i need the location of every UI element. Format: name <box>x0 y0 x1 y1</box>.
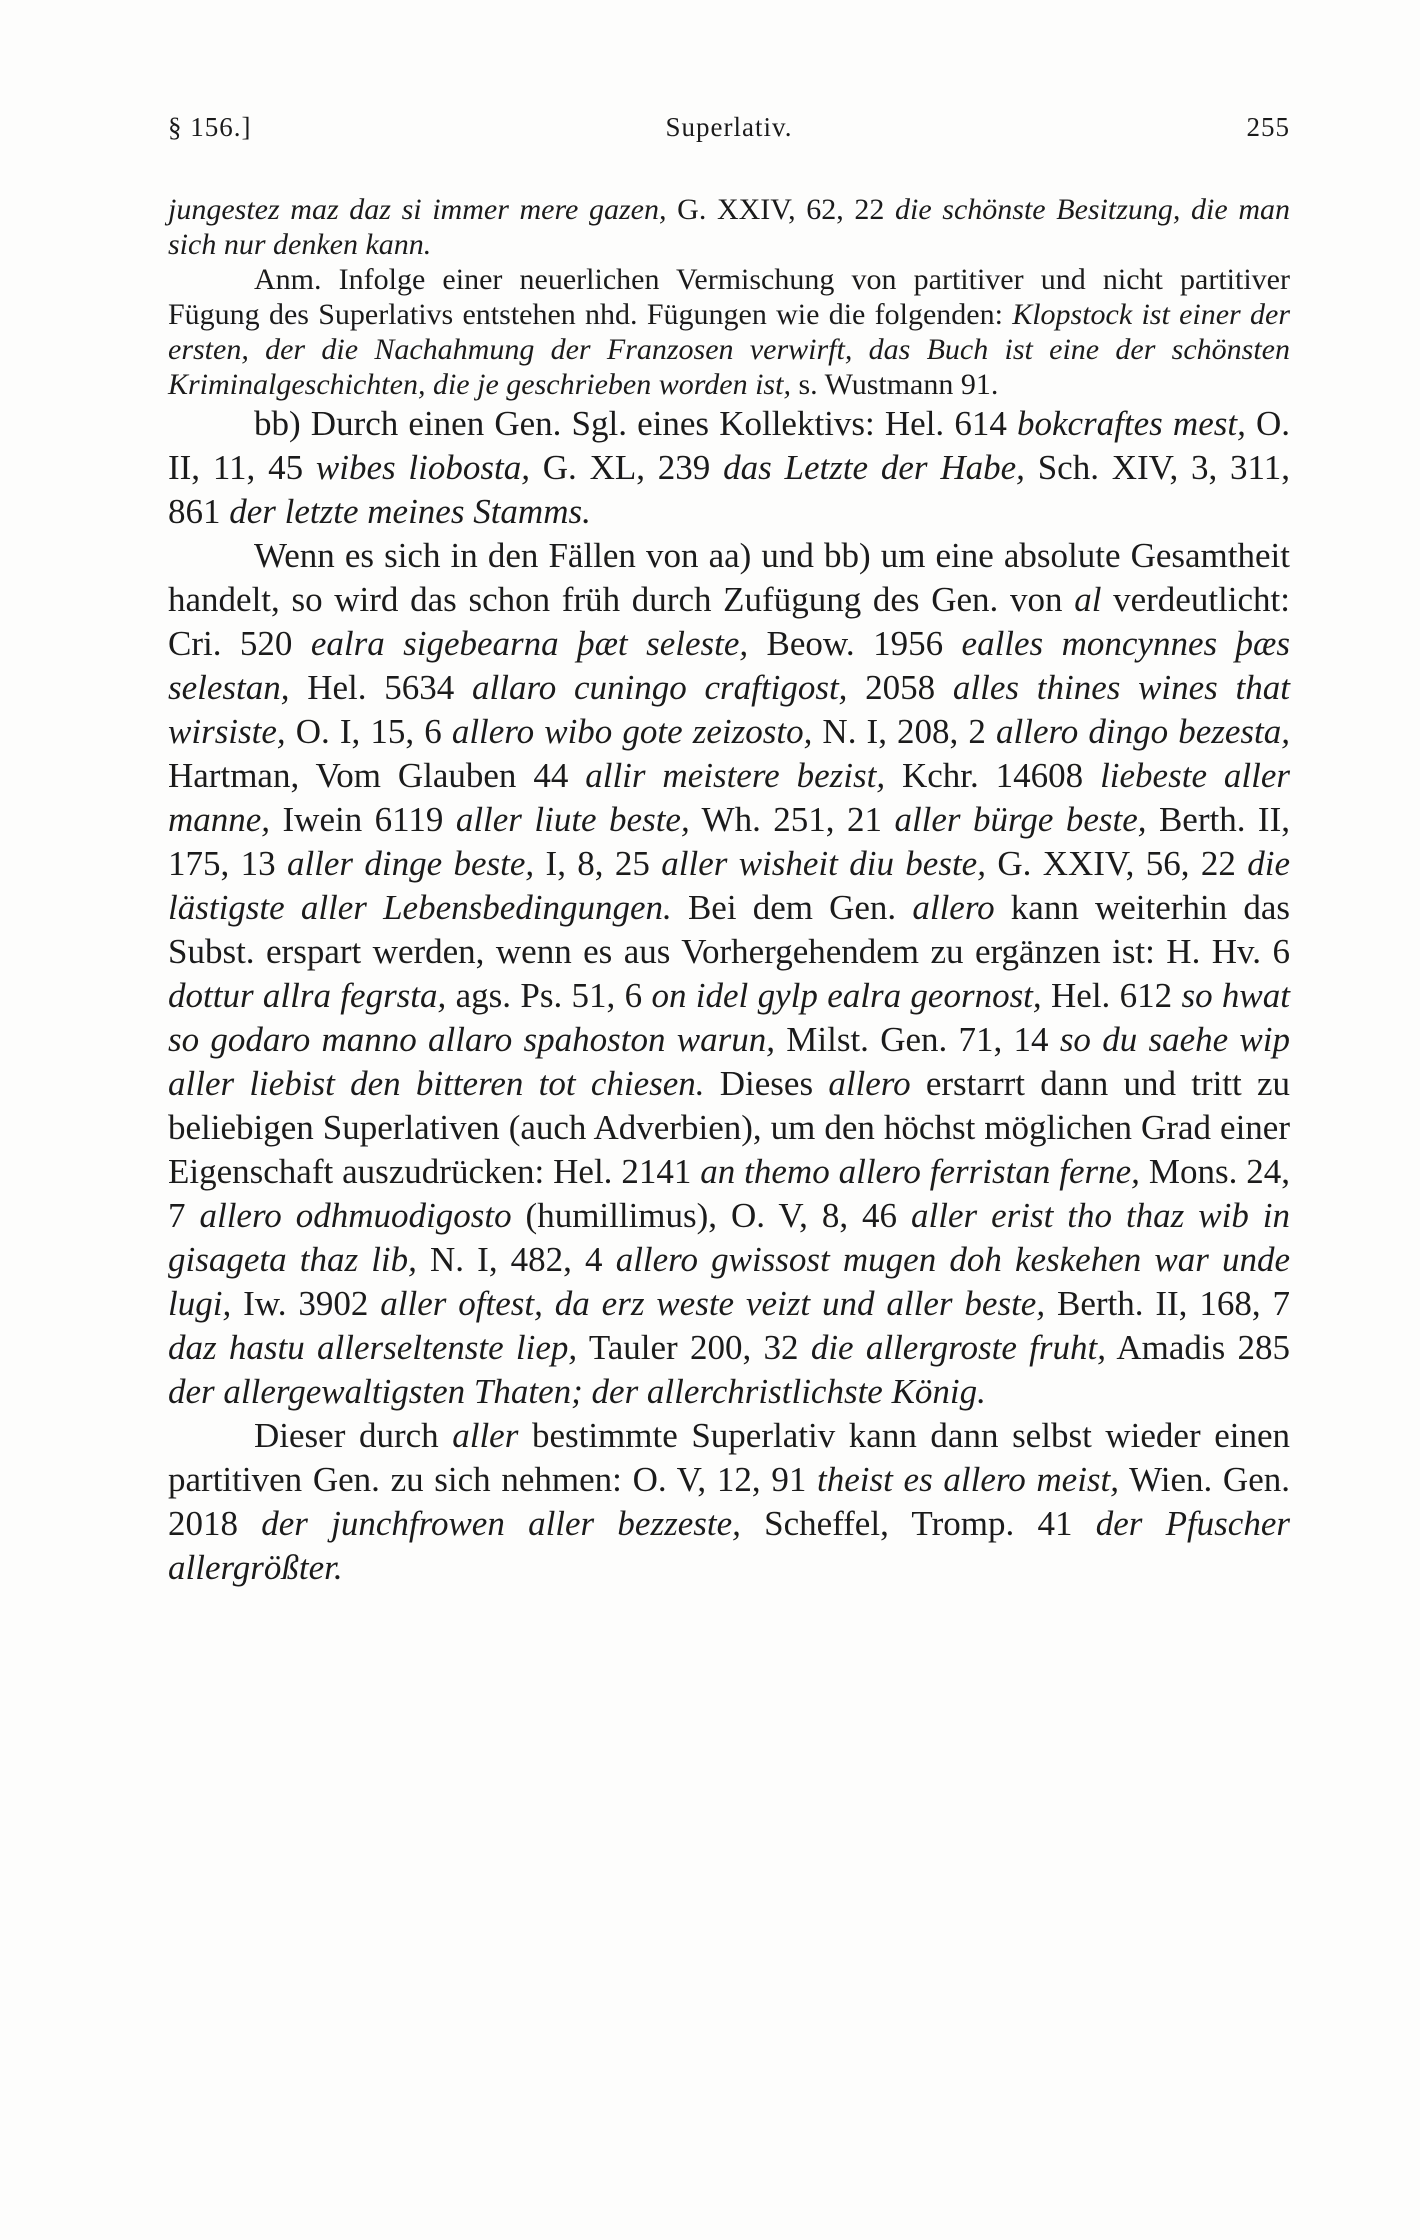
text-run: verdeutlicht: Cri. 520 <box>168 580 1290 663</box>
italic-citation: allaro cuningo craftigost, <box>472 668 848 707</box>
italic-citation: allero gwissost mugen doh keskehen war unde lugi, <box>168 1240 1290 1323</box>
italic-citation: allero dingo bezesta, <box>996 712 1290 751</box>
italic-citation: jungestez maz daz si immer mere gazen, <box>168 193 667 226</box>
italic-citation: das Letzte der Habe, <box>723 448 1025 487</box>
text-run: Sch. XIV, 3, 311, 861 <box>168 448 1290 531</box>
italic-citation: der allerchristlichste König. <box>591 1372 986 1411</box>
text-run: O. I, 15, 6 <box>285 712 452 751</box>
italic-citation: ealles moncynnes þæs selestan, <box>168 624 1290 707</box>
section-reference: § 156.] <box>168 112 252 142</box>
italic-citation: on idel gylp ealra geornost, <box>651 976 1042 1015</box>
text-run: N. I, 482, 4 <box>416 1240 616 1279</box>
text-run: s. Wustmann 91. <box>790 368 999 401</box>
italic-citation: allero odhmuodigosto <box>199 1196 512 1235</box>
text-run: G. XL, 239 <box>529 448 724 487</box>
italic-citation: der allergewaltigsten Thaten; <box>168 1372 583 1411</box>
text-run: Iw. 3902 <box>231 1284 381 1323</box>
text-run: Mons. 24, 7 <box>168 1152 1290 1235</box>
text-run: Scheffel, Tromp. 41 <box>740 1504 1096 1543</box>
paragraph-dieser <box>168 1414 1290 1590</box>
text-run: Tauler 200, 32 <box>577 1328 811 1367</box>
text-run: Berth. II, 168, 7 <box>1045 1284 1290 1323</box>
italic-citation: ealra sigebearna þæt seleste, <box>310 624 749 663</box>
italic-citation: allero wibo gote zeizosto, <box>451 712 813 751</box>
text-run: G. XXIV, 62, 22 <box>666 193 895 226</box>
italic-citation: der letzte meines Stamms. <box>229 492 591 531</box>
page-number: 255 <box>1246 112 1290 142</box>
annotation-block <box>168 262 1290 402</box>
italic-citation: aller liute beste, <box>455 800 690 839</box>
text-run: ags. Ps. 51, 6 <box>446 976 652 1015</box>
italic-citation: aller oftest, da erz weste veizt und aller beste, <box>380 1284 1046 1323</box>
text-run: Beow. 1956 <box>748 624 962 663</box>
text-run: G. XXIV, 56, 22 <box>985 844 1248 883</box>
italic-citation: al <box>1074 580 1102 619</box>
italic-citation: liebeste aller manne, <box>168 756 1290 839</box>
text-run: bestimmte Superlativ kann dann selbst wieder einen partitiven Gen. zu sich nehmen: O. V, 12, 91 <box>168 1416 1290 1499</box>
italic-citation: allir meistere bezist, <box>585 756 886 795</box>
italic-citation: theist es allero meist, <box>817 1460 1120 1499</box>
text-run: bb) Durch einen Gen. Sgl. eines Kollektivs: Hel. 614 <box>254 404 1017 443</box>
italic-citation: an themo allero ferristan ferne, <box>700 1152 1140 1191</box>
italic-citation: aller <box>452 1416 519 1455</box>
text-run: Hel. 612 <box>1041 976 1182 1015</box>
italic-citation: die schönste Besitzung, die man sich nur denken kann. <box>168 193 1290 261</box>
text-run: Dieser durch <box>254 1416 453 1455</box>
text-run: Hartman, Vom Glauben 44 <box>168 756 586 795</box>
italic-citation: allero <box>828 1064 911 1103</box>
italic-citation: die lästigste aller Lebensbedingungen. <box>168 844 1290 927</box>
text-run: (humillimus), O. V, 8, 46 <box>511 1196 912 1235</box>
text-run: Iwein 6119 <box>270 800 456 839</box>
text-run: Hel. 5634 <box>289 668 473 707</box>
italic-citation: wibes liobosta, <box>315 448 530 487</box>
italic-citation: so hwat so godaro manno allaro spahoston warun, <box>168 976 1290 1059</box>
text-run: Amadis 285 <box>1105 1328 1290 1367</box>
text-run: Wh. 251, 21 <box>689 800 895 839</box>
text-run <box>583 1372 592 1411</box>
text-run: N. I, 208, 2 <box>812 712 996 751</box>
running-header <box>168 112 1290 152</box>
italic-citation: aller wisheit diu beste, <box>661 844 986 883</box>
italic-citation: aller erist tho thaz wib in gisageta thaz lib, <box>168 1196 1290 1279</box>
text-run: Wien. Gen. 2018 <box>168 1460 1290 1543</box>
italic-citation: Klopstock ist einer der ersten, der die Nachahmung der Franzosen verwirft, das Buch ist eine der schönsten Kriminalgeschichten, die je geschrieben worden ist, <box>168 298 1290 401</box>
italic-citation: die allergroste fruht, <box>810 1328 1106 1367</box>
italic-citation: der junchfrowen aller bezzeste, <box>261 1504 741 1543</box>
text-run: Kchr. 14608 <box>885 756 1101 795</box>
text-run: Wenn es sich in den Fällen von aa) und bb) um eine absolute Gesamtheit handelt, so wird das schon früh durch Zufügung des Gen. von <box>168 536 1290 619</box>
paragraph-gesamtheit <box>168 534 1290 1414</box>
text-run: 2058 <box>847 668 953 707</box>
italic-citation: allero <box>912 888 995 927</box>
text-run: I, 8, 25 <box>534 844 662 883</box>
italic-citation: aller bürge beste, <box>894 800 1147 839</box>
running-title: Superlativ. <box>665 112 793 142</box>
text-run: Dieses <box>704 1064 829 1103</box>
italic-citation: aller dinge beste, <box>286 844 535 883</box>
italic-citation: daz hastu allerseltenste liep, <box>168 1328 578 1367</box>
annotation-paragraph <box>168 262 1290 402</box>
paragraph-bb <box>168 402 1290 534</box>
text-run: O. II, 11, 45 <box>168 404 1290 487</box>
italic-citation: bokcraftes mest, <box>1016 404 1246 443</box>
example-paragraph <box>168 192 1290 262</box>
text-run: Berth. II, 175, 13 <box>168 800 1290 883</box>
italic-citation: alles thines wines that wirsiste, <box>168 668 1290 751</box>
example-continuation <box>168 192 1290 262</box>
body-text <box>168 402 1290 1590</box>
text-run: erstarrt dann und tritt zu beliebigen Superlativen (auch Adverbien), um den höchst möglichen Grad einer Eigenschaft auszudrücken: Hel. 2141 <box>168 1064 1291 1191</box>
text-run: Bei dem Gen. <box>671 888 913 927</box>
text-run: Anm. Infolge einer neuerlichen Vermischung von partitiver und nicht partitiver Fügung des Superlativs entstehen nhd. Fügungen wie die folgenden: <box>168 263 1290 331</box>
italic-citation: so du saehe wip aller liebist den bitteren tot chiesen. <box>168 1020 1290 1103</box>
text-run: Milst. Gen. 71, 14 <box>775 1020 1060 1059</box>
italic-citation: dottur allra fegrsta, <box>168 976 447 1015</box>
text-run: kann weiterhin das Subst. erspart werden, wenn es aus Vorhergehendem zu ergänzen ist: H. Hv. 6 <box>168 888 1290 971</box>
italic-citation: der Pfuscher allergrößter. <box>168 1504 1290 1587</box>
